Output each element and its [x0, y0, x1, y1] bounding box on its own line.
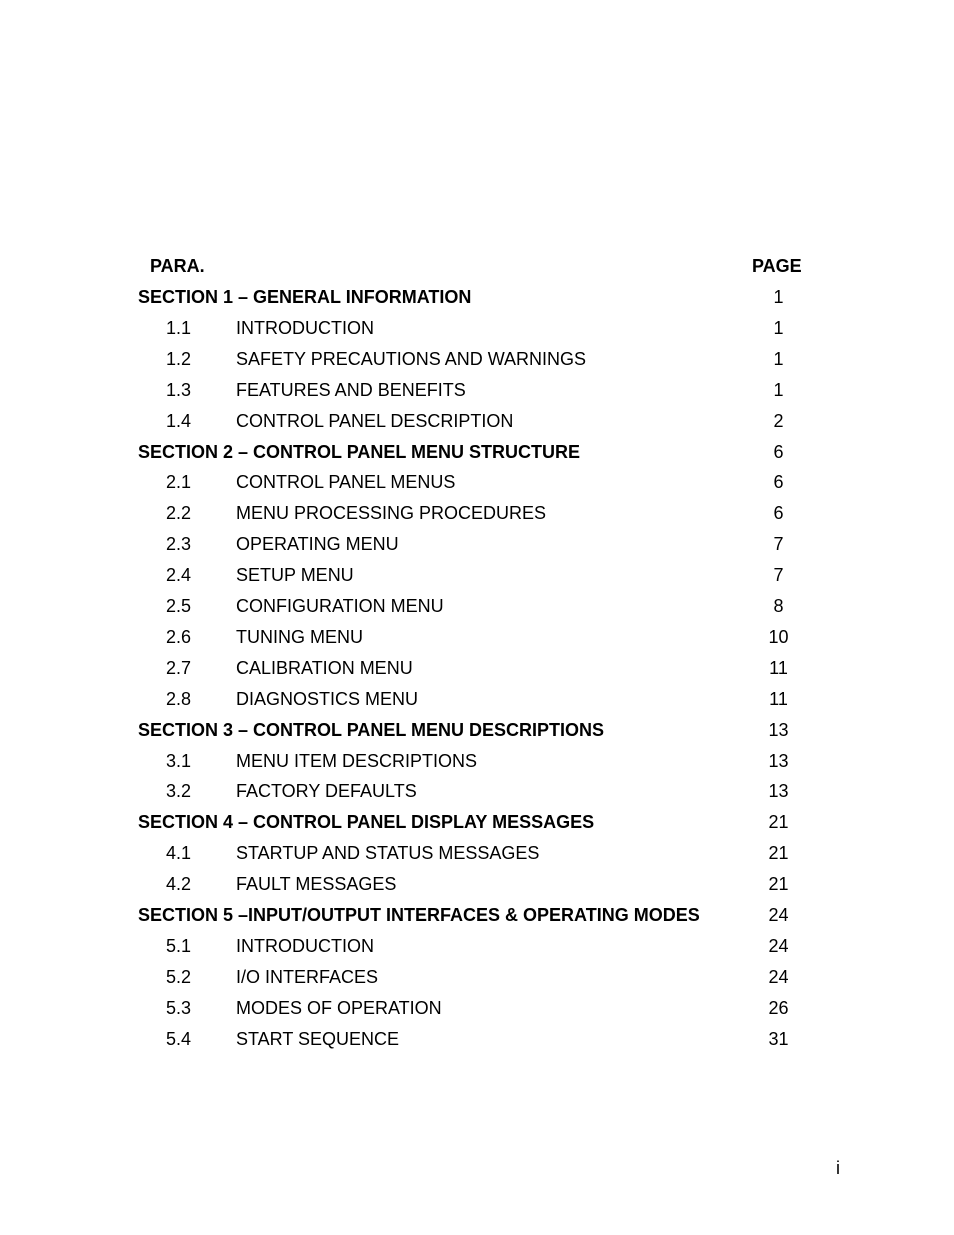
toc-item-row[interactable] [0, 966, 954, 997]
item-title: FAULT MESSAGES [236, 874, 397, 894]
para-column-header: PARA. [150, 256, 205, 276]
page-number: 11 [769, 689, 788, 709]
item-number: 5.2 [166, 967, 192, 987]
toc-item-row[interactable] [0, 379, 954, 410]
page-number: 1 [773, 318, 784, 338]
item-number: 3.1 [166, 751, 192, 771]
toc-item-row[interactable] [0, 502, 954, 533]
toc-item-row[interactable] [0, 564, 954, 595]
item-number: 2.6 [166, 627, 192, 647]
toc-item-row[interactable] [0, 873, 954, 904]
item-title: DIAGNOSTICS MENU [236, 689, 419, 709]
toc-item-row[interactable] [0, 750, 954, 781]
item-title: CONFIGURATION MENU [236, 596, 444, 616]
item-title: SETUP MENU [236, 565, 354, 585]
item-title: OPERATING MENU [236, 534, 399, 554]
toc-item-row[interactable] [0, 348, 954, 379]
item-title: INTRODUCTION [236, 318, 374, 338]
page-number: 7 [773, 534, 784, 554]
item-title: CONTROL PANEL MENUS [236, 472, 456, 492]
page-number: 24 [768, 936, 789, 956]
page-number: 6 [773, 503, 784, 523]
page-number: 7 [773, 565, 784, 585]
section-title: SECTION 2 – CONTROL PANEL MENU STRUCTURE [138, 442, 581, 462]
toc-item-row[interactable] [0, 626, 954, 657]
toc-section-row[interactable] [0, 904, 954, 935]
page-number: 11 [769, 658, 788, 678]
toc-section-row[interactable] [0, 719, 954, 750]
page-number: 26 [768, 998, 789, 1018]
item-title: FACTORY DEFAULTS [236, 781, 417, 801]
item-number: 2.8 [166, 689, 192, 709]
toc-section-row[interactable] [0, 811, 954, 842]
item-number: 5.4 [166, 1029, 192, 1049]
toc-item-row[interactable] [0, 842, 954, 873]
page-number: 13 [768, 751, 789, 771]
item-number: 5.3 [166, 998, 192, 1018]
toc-section-row[interactable] [0, 441, 954, 472]
item-number: 1.1 [166, 318, 192, 338]
toc-item-row[interactable] [0, 688, 954, 719]
toc-item-row[interactable] [0, 1028, 954, 1059]
page-number: 2 [773, 411, 784, 431]
page-number: 21 [768, 874, 789, 894]
page-number: 6 [773, 442, 784, 462]
page-number: 8 [773, 596, 784, 616]
page-number: 21 [768, 843, 789, 863]
item-number: 1.4 [166, 411, 192, 431]
page-number: 24 [768, 905, 789, 925]
item-title: TUNING MENU [236, 627, 363, 647]
page-number: 1 [773, 287, 784, 307]
section-title: SECTION 5 –INPUT/OUTPUT INTERFACES & OPERATING MODES [138, 905, 700, 925]
toc-item-row[interactable] [0, 657, 954, 688]
toc-item-row[interactable] [0, 317, 954, 348]
page-number: 10 [768, 627, 789, 647]
page-number: 13 [768, 781, 789, 801]
item-number: 4.2 [166, 874, 192, 894]
item-title: MODES OF OPERATION [236, 998, 442, 1018]
item-title: STARTUP AND STATUS MESSAGES [236, 843, 540, 863]
item-number: 4.1 [166, 843, 192, 863]
item-number: 1.3 [166, 380, 192, 400]
page-column-header: PAGE [752, 256, 802, 276]
toc-header-row [0, 255, 954, 286]
page-number: 6 [773, 472, 784, 492]
item-number: 3.2 [166, 781, 192, 801]
toc-item-row[interactable] [0, 935, 954, 966]
footer-page-number: i [836, 1158, 840, 1178]
item-title: I/O INTERFACES [236, 967, 379, 987]
item-number: 2.2 [166, 503, 192, 523]
item-number: 2.1 [166, 472, 192, 492]
item-title: CALIBRATION MENU [236, 658, 413, 678]
item-number: 1.2 [166, 349, 192, 369]
toc-item-row[interactable] [0, 997, 954, 1028]
section-title: SECTION 1 – GENERAL INFORMATION [138, 287, 472, 307]
page-number: 24 [768, 967, 789, 987]
item-number: 2.7 [166, 658, 192, 678]
item-number: 5.1 [166, 936, 192, 956]
page-number: 1 [773, 349, 784, 369]
item-title: MENU ITEM DESCRIPTIONS [236, 751, 478, 771]
item-title: MENU PROCESSING PROCEDURES [236, 503, 547, 523]
toc-item-row[interactable] [0, 471, 954, 502]
page-number: 1 [773, 380, 784, 400]
toc-item-row[interactable] [0, 780, 954, 811]
section-title: SECTION 4 – CONTROL PANEL DISPLAY MESSAGES [138, 812, 595, 832]
item-title: INTRODUCTION [236, 936, 374, 956]
section-title: SECTION 3 – CONTROL PANEL MENU DESCRIPTIONS [138, 720, 605, 740]
item-number: 2.5 [166, 596, 192, 616]
toc-item-row[interactable] [0, 595, 954, 626]
page-number: 31 [768, 1029, 789, 1049]
toc-item-row[interactable] [0, 533, 954, 564]
item-number: 2.3 [166, 534, 192, 554]
item-title: START SEQUENCE [236, 1029, 400, 1049]
toc-section-row[interactable] [0, 286, 954, 317]
item-title: CONTROL PANEL DESCRIPTION [236, 411, 514, 431]
item-number: 2.4 [166, 565, 192, 585]
item-title: FEATURES AND BENEFITS [236, 380, 466, 400]
toc-item-row[interactable] [0, 410, 954, 441]
page-number: 13 [768, 720, 789, 740]
item-title: SAFETY PRECAUTIONS AND WARNINGS [236, 349, 587, 369]
page-number: 21 [768, 812, 789, 832]
